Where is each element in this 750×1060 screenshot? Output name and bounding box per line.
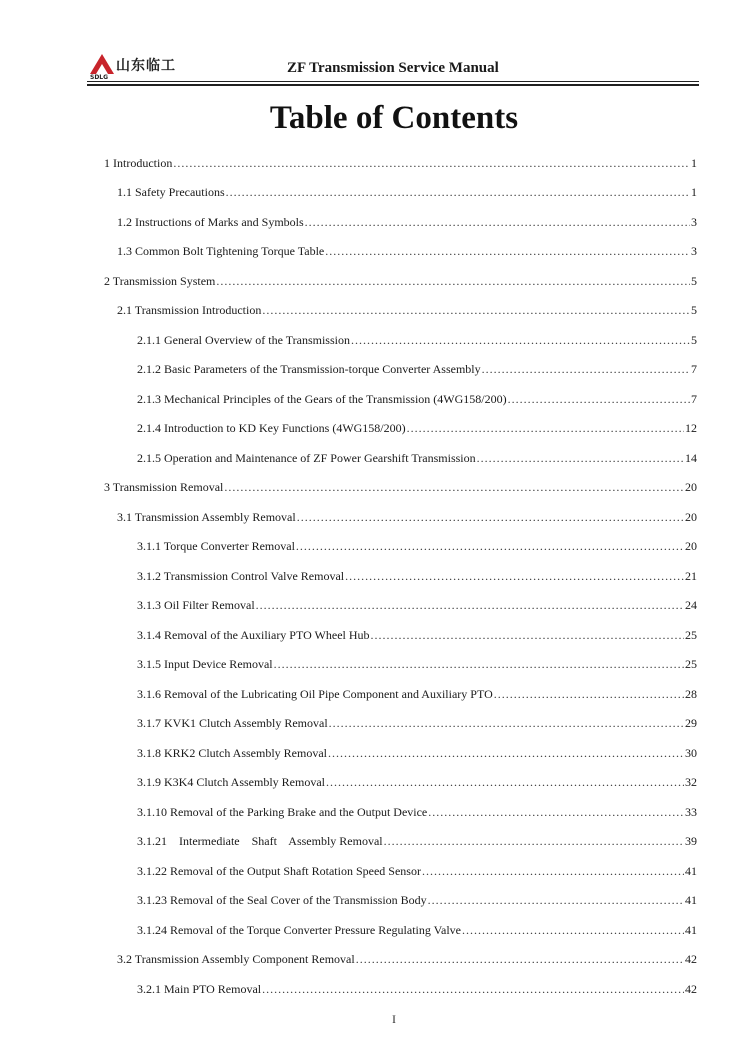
- toc-entry-page: 7: [691, 392, 697, 406]
- toc-dot-leader: [371, 624, 684, 646]
- toc-entry-title: 3.1.9 K3K4 Clutch Assembly Removal: [137, 775, 325, 789]
- toc-entry[interactable]: [104, 152, 697, 174]
- toc-dot-leader: [494, 683, 684, 705]
- toc-dot-leader: [216, 270, 690, 292]
- toc-entry-title: 3.1.6 Removal of the Lubricating Oil Pipe Component and Auxiliary PTO: [137, 687, 493, 701]
- toc-entry[interactable]: [137, 830, 697, 852]
- toc-entry[interactable]: [137, 919, 697, 941]
- toc-entry[interactable]: [137, 889, 697, 911]
- toc-entry-page: 3: [691, 244, 697, 258]
- toc-dot-leader: [274, 653, 684, 675]
- toc-entry-title: 1 Introduction: [104, 156, 173, 170]
- toc-entry-title: 3.1.8 KRK2 Clutch Assembly Removal: [137, 746, 327, 760]
- toc-dot-leader: [262, 299, 690, 321]
- toc-entry[interactable]: [137, 388, 697, 410]
- toc-entry[interactable]: [137, 447, 697, 469]
- toc-dot-leader: [428, 889, 684, 911]
- toc-dot-leader: [326, 771, 684, 793]
- toc-entry-page: 29: [685, 716, 697, 730]
- toc-entry[interactable]: [137, 535, 697, 557]
- toc-entry[interactable]: [137, 594, 697, 616]
- toc-entry-page: 7: [691, 362, 697, 376]
- toc-dot-leader: [224, 476, 684, 498]
- toc-entry-title: 3.1.22 Removal of the Output Shaft Rotation Speed Sensor: [137, 864, 421, 878]
- toc-entry-page: 1: [691, 156, 697, 170]
- toc-dot-leader: [329, 712, 684, 734]
- toc-entry-page: 42: [685, 952, 697, 966]
- toc-entry-page: 39: [685, 834, 697, 848]
- toc-entry-title: 3.1.7 KVK1 Clutch Assembly Removal: [137, 716, 328, 730]
- toc-entry-page: 14: [685, 451, 697, 465]
- toc-entry-page: 30: [685, 746, 697, 760]
- toc-entry-page: 5: [691, 303, 697, 317]
- toc-entry-title: 1.3 Common Bolt Tightening Torque Table: [117, 244, 325, 258]
- toc-entry-page: 5: [691, 333, 697, 347]
- toc-entry[interactable]: [137, 742, 697, 764]
- header-rule-thick: [87, 84, 699, 86]
- toc-entry-page: 5: [691, 274, 697, 288]
- toc-entry[interactable]: [137, 329, 697, 351]
- toc-entry[interactable]: [137, 771, 697, 793]
- toc-dot-leader: [351, 329, 690, 351]
- toc-entry-page: 41: [685, 923, 697, 937]
- toc-dot-leader: [384, 830, 684, 852]
- toc-dot-leader: [305, 211, 690, 233]
- toc-entry-page: 20: [685, 480, 697, 494]
- toc-entry[interactable]: [137, 801, 697, 823]
- toc-entry-page: 20: [685, 539, 697, 553]
- toc-entry-title: 2.1.3 Mechanical Principles of the Gears of the Transmission (4WG158/200): [137, 392, 507, 406]
- toc-entry-page: 42: [685, 982, 697, 996]
- toc-entry-page: 25: [685, 628, 697, 642]
- toc-entry-title: 2.1.1 General Overview of the Transmission: [137, 333, 350, 347]
- toc-dot-leader: [356, 948, 684, 970]
- toc-dot-leader: [328, 742, 684, 764]
- toc-dot-leader: [173, 152, 690, 174]
- toc-entry-title: 3.1.2 Transmission Control Valve Removal: [137, 569, 345, 583]
- toc-entry[interactable]: [117, 299, 697, 321]
- toc-entry[interactable]: [104, 476, 697, 498]
- header-rule-thin: [87, 81, 699, 82]
- toc-entry[interactable]: [137, 653, 697, 675]
- toc-entry[interactable]: [137, 417, 697, 439]
- toc-entry[interactable]: [137, 978, 697, 1000]
- toc-dot-leader: [407, 417, 684, 439]
- toc-entry-page: 41: [685, 893, 697, 907]
- toc-entry[interactable]: [137, 624, 697, 646]
- toc-entry-title: 2.1.4 Introduction to KD Key Functions (4WG158/200): [137, 421, 406, 435]
- manual-title: ZF Transmission Service Manual: [287, 60, 499, 76]
- page-header: [0, 0, 750, 92]
- toc-entry-title: 1.2 Instructions of Marks and Symbols: [117, 215, 304, 229]
- toc-dot-leader: [297, 506, 684, 528]
- toc-entry[interactable]: [117, 948, 697, 970]
- toc-entry-title: 3.1.5 Input Device Removal: [137, 657, 273, 671]
- toc-entry-page: 25: [685, 657, 697, 671]
- toc-entry[interactable]: [117, 240, 697, 262]
- toc-entry-title: 2.1.2 Basic Parameters of the Transmission-torque Converter Assembly: [137, 362, 481, 376]
- toc-entry-title: 3.1.21 Intermediate Shaft Assembly Removal: [137, 834, 383, 848]
- toc-entry-title: 3.2.1 Main PTO Removal: [137, 982, 262, 996]
- toc-entry-page: 28: [685, 687, 697, 701]
- toc-entry-title: 2 Transmission System: [104, 274, 216, 288]
- toc-dot-leader: [428, 801, 684, 823]
- toc-dot-leader: [296, 535, 684, 557]
- toc-entry[interactable]: [137, 712, 697, 734]
- toc-entry-page: 24: [685, 598, 697, 612]
- toc-dot-leader: [262, 978, 684, 1000]
- toc-entry-page: 3: [691, 215, 697, 229]
- toc-dot-leader: [325, 240, 690, 262]
- toc-entry[interactable]: [137, 358, 697, 380]
- toc-dot-leader: [477, 447, 684, 469]
- toc-dot-leader: [482, 358, 690, 380]
- toc-entry-title: 3.2 Transmission Assembly Component Removal: [117, 952, 355, 966]
- toc-entry[interactable]: [137, 565, 697, 587]
- toc-entry-page: 41: [685, 864, 697, 878]
- toc-dot-leader: [508, 388, 690, 410]
- toc-entry[interactable]: [117, 181, 697, 203]
- toc-entry-title: 3.1.4 Removal of the Auxiliary PTO Wheel Hub: [137, 628, 370, 642]
- logo-subtext: SDLG: [90, 74, 109, 80]
- toc-entry-title: 3.1.24 Removal of the Torque Converter Pressure Regulating Valve: [137, 923, 461, 937]
- page-number: I: [392, 1012, 396, 1026]
- toc-entry-page: 32: [685, 775, 697, 789]
- toc-entry-page: 20: [685, 510, 697, 524]
- toc-entry-title: 3 Transmission Removal: [104, 480, 224, 494]
- toc-heading: Table of Contents: [269, 100, 519, 136]
- toc-entry-title: 3.1 Transmission Assembly Removal: [117, 510, 296, 524]
- toc-entry[interactable]: [137, 860, 697, 882]
- toc-dot-leader: [345, 565, 684, 587]
- toc-entry-page: 1: [691, 185, 697, 199]
- toc-entry[interactable]: [137, 683, 697, 705]
- toc-dot-leader: [462, 919, 684, 941]
- toc-entry-title: 2.1 Transmission Introduction: [117, 303, 262, 317]
- toc-entry[interactable]: [117, 211, 697, 233]
- toc-entry-page: 21: [685, 569, 697, 583]
- toc-entry-title: 3.1.1 Torque Converter Removal: [137, 539, 295, 553]
- toc-entry-title: 2.1.5 Operation and Maintenance of ZF Power Gearshift Transmission: [137, 451, 476, 465]
- toc-entry-title: 3.1.3 Oil Filter Removal: [137, 598, 255, 612]
- toc-entry-page: 12: [685, 421, 697, 435]
- toc-entry-title: 3.1.23 Removal of the Seal Cover of the Transmission Body: [137, 893, 427, 907]
- logo-text: 山东临工: [116, 58, 176, 74]
- toc-entry-page: 33: [685, 805, 697, 819]
- toc-dot-leader: [226, 181, 690, 203]
- toc-entry[interactable]: [117, 506, 697, 528]
- toc-dot-leader: [422, 860, 684, 882]
- toc-entry-title: 3.1.10 Removal of the Parking Brake and the Output Device: [137, 805, 428, 819]
- toc-entry[interactable]: [104, 270, 697, 292]
- sdlg-logo: [88, 50, 188, 80]
- toc-entry-title: 1.1 Safety Precautions: [117, 185, 225, 199]
- toc-dot-leader: [256, 594, 684, 616]
